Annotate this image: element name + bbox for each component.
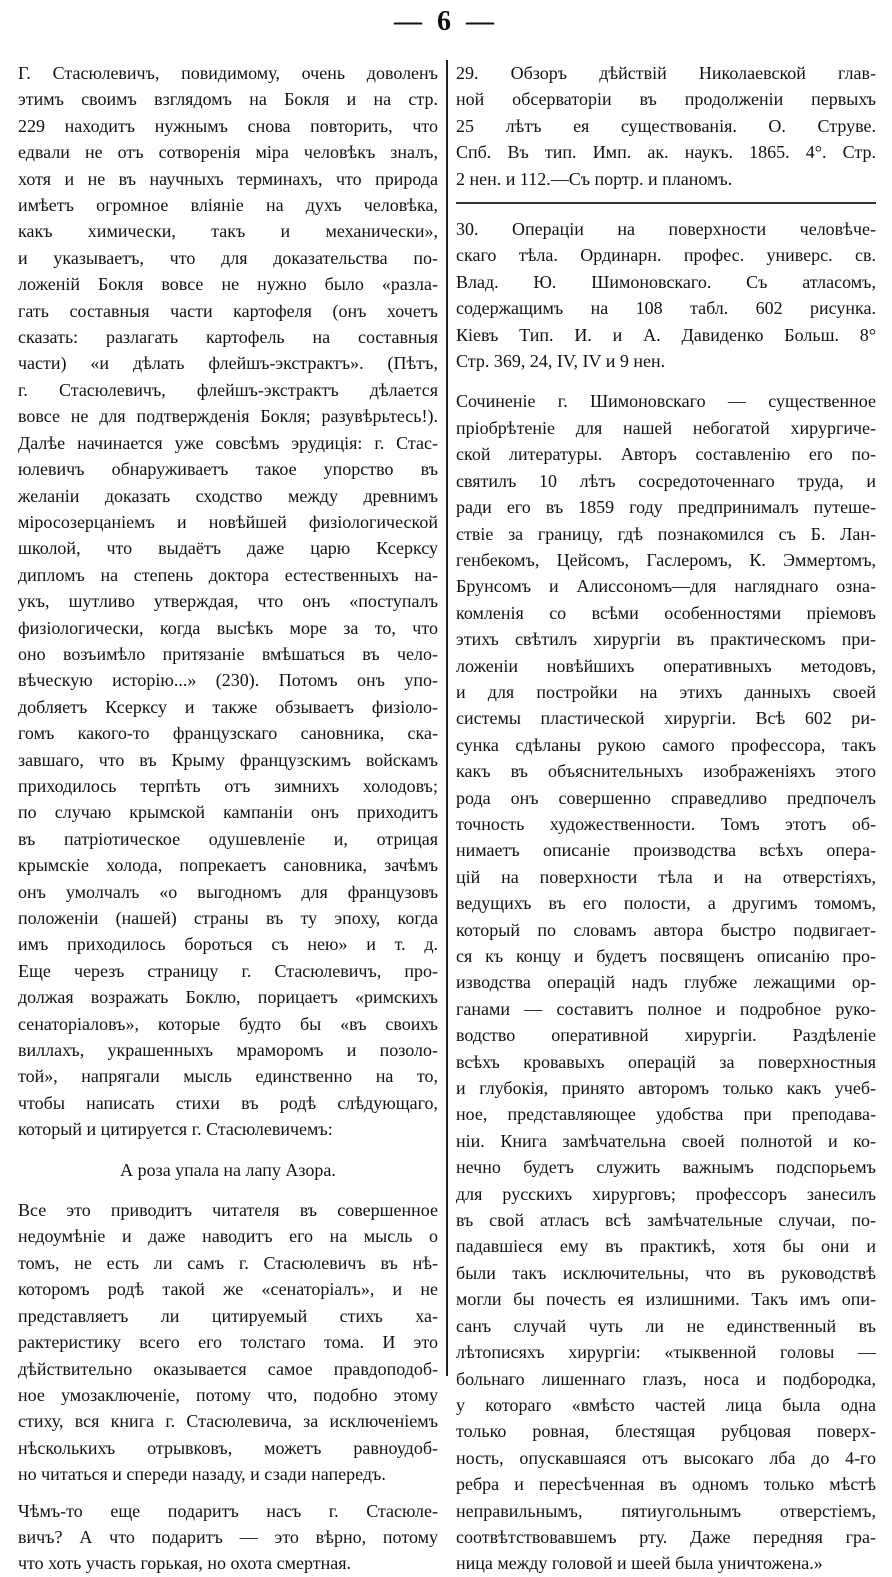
- text-line: Спб. Въ тип. Имп. ак. наукъ. 1865. 4°. Стр.: [456, 142, 876, 163]
- text-line: сенаторіаловъ», которые будто бы «въ своихъ: [18, 1013, 438, 1034]
- text-line: этимъ своимъ взглядомъ на Бокля и на стр.: [18, 89, 438, 110]
- text-line: Влад. Ю. Шимоновскаго. Съ атласомъ,: [456, 271, 876, 292]
- text-line: только ровная, блестящая рубцовая поверх-: [456, 1421, 876, 1442]
- text-line: гать составныя части картофеля (онъ хочетъ: [18, 300, 438, 321]
- text-line: содержащимъ на 108 табл. 602 рисунка.: [456, 298, 876, 319]
- text-line: добляетъ Ксерксу и также обзываетъ физіоло-: [18, 696, 438, 717]
- text-line: вѣческую исторію...» (230). Потомъ онъ упо-: [18, 670, 438, 691]
- text-line: имъ приходилось бороться съ нею» и т. д.: [18, 934, 438, 955]
- text-line: какъ химически, такъ и механически»,: [18, 221, 438, 242]
- text-line: укъ, шутливо утверждая, что онъ «поступалъ: [18, 591, 438, 612]
- text-line: комленія со всѣми особенностями пріемовъ: [456, 602, 876, 623]
- text-line: по случаю крымской кампаніи онъ приходитъ: [18, 802, 438, 823]
- text-line: въ патріотическое одушевленіе и, отрицая: [18, 828, 438, 849]
- text-line: стиху, вся книга г. Стасюлевича, за исключеніемъ: [18, 1411, 438, 1432]
- text-line: рактеристику всего его толстаго тома. И это: [18, 1332, 438, 1353]
- text-line: крымскіе холода, попрекаетъ сановника, зачѣмъ: [18, 855, 438, 876]
- text-line: 30. Операціи на поверхности человѣче-: [456, 219, 876, 240]
- paragraph-1: [18, 60, 438, 1143]
- text-line: и указываетъ, что для доказательства по-: [18, 247, 438, 268]
- text-line: хотя и не въ научныхъ терминахъ, что природа: [18, 168, 438, 189]
- text-line: который по словамъ автора быстро подвигает-: [456, 919, 876, 940]
- text-line: недоумѣніе и даже наводитъ его на мысль о: [18, 1226, 438, 1247]
- review-paragraph: [456, 388, 876, 1576]
- text-line: у котораго «вмѣсто частей лица была одна: [456, 1394, 876, 1415]
- bibliography-entry-29: [456, 60, 876, 192]
- text-line: дѣйствительно оказывается самое правдоподоб-: [18, 1358, 438, 1379]
- text-line: были такъ исключительны, что въ руководствѣ: [456, 1262, 876, 1283]
- text-line: изводства операцій надъ глубже лежащими ор-: [456, 972, 876, 993]
- text-line: ность, опускавшаяся отъ высокаго лба до 4-го: [456, 1447, 876, 1468]
- text-line: вовсе не для подтвержденія Бокля; разувѣрьтесь!).: [18, 406, 438, 427]
- text-line: Сочиненіе г. Шимоновскаго — существенное: [456, 391, 876, 412]
- text-line: Еще черезъ страницу г. Стасюлевичъ, про-: [18, 960, 438, 981]
- text-line: положеніи (нашей) страны въ ту эпоху, когда: [18, 908, 438, 928]
- text-line: школой, что выдаётъ даже царю Ксерксу: [18, 538, 438, 559]
- text-line: ное, представляющее удобства при преподава-: [456, 1104, 876, 1125]
- text-line: 2 нен. и 112.—Съ портр. и планомъ.: [456, 168, 733, 189]
- text-line: пріобрѣтеніе для нашей небогатой хирургиче-: [456, 417, 876, 438]
- column-divider: [446, 60, 448, 1376]
- text-line: Брунсомъ и Алиссономъ—для нагляднаго озна-: [456, 576, 876, 597]
- text-line: для русскихъ хирурговъ; профессоръ занесилъ: [456, 1183, 876, 1204]
- text-line: точность художественности. Томъ этотъ об-: [456, 813, 876, 834]
- left-column: [18, 60, 438, 1577]
- text-line: 25 лѣтъ ея существованія. О. Струве.: [456, 115, 876, 136]
- text-line: нѣсколькихъ отрывковъ, можетъ равноудоб-: [18, 1437, 438, 1458]
- text-line: 29. Обзоръ дѣйствій Николаевской глав-: [456, 63, 876, 83]
- entry-separator: [456, 202, 876, 204]
- text-line: который и цитируется г. Стасюлевичемъ:: [18, 1119, 333, 1140]
- text-line: Далѣе начинается уже совсѣмъ эрудиція: г. Стас-: [18, 432, 438, 453]
- text-line: больнаго лишеннаго глазъ, носа и подбородка,: [456, 1368, 876, 1389]
- bibliography-entry-30: [456, 216, 876, 374]
- text-line: которомъ родѣ такой же «сенаторіалъ», и не: [18, 1279, 438, 1300]
- text-line: приходилось терпѣть отъ зимнихъ холодовъ;: [18, 775, 438, 796]
- text-line: и для постройки на этихъ данныхъ cвоей: [456, 681, 876, 702]
- text-line: ствіе за границу, гдѣ познакомился съ Б. Лан-: [456, 523, 876, 544]
- text-line: ганами — составитъ полное и подробное руко-: [456, 998, 876, 1019]
- text-line: нимаетъ описаніе производства всѣхъ опера-: [456, 840, 876, 861]
- text-line: ложеніи новѣйшихъ оперативныхъ методовъ,: [456, 655, 876, 676]
- text-line: ніи. Книга замѣчательна своей полнотой и ко-: [456, 1130, 876, 1151]
- text-line: міросозерцаніемъ и новѣйшей физіологической: [18, 511, 438, 532]
- text-line: сказать: разлагать картофель на составныя: [18, 327, 438, 348]
- text-line: Кіевъ Тип. И. и А. Давиденко Больш. 8°: [456, 324, 876, 345]
- text-line: сунка сдѣланы рукою самого профессора, такъ: [456, 734, 876, 755]
- text-line: системы пластической хирургіи. Всѣ 602 ри-: [456, 708, 876, 729]
- text-line: падавшіеся ему въ практикѣ, хотя бы они и: [456, 1236, 876, 1257]
- text-line: гомъ какого-то французскаго сановника, ска-: [18, 723, 438, 744]
- text-line: лѣтописяхъ хирургіи: «тыквенной головы —: [456, 1342, 876, 1363]
- text-line: 229 находитъ нужнымъ снова повторить, что: [18, 115, 438, 136]
- text-line: Стр. 369, 24, IV, IV и 9 нен.: [456, 351, 666, 372]
- text-line: санъ случай чуть ли не единственный въ: [456, 1315, 876, 1336]
- text-line: части) «и дѣлать флейшъ-экстрактъ». (Пѣтъ,: [18, 353, 438, 374]
- paragraph-2: [18, 1197, 438, 1487]
- text-line: Все это приводитъ читателя въ совершенное: [18, 1200, 438, 1221]
- text-line: ради его въ 1859 году предпринималъ путеше-: [456, 497, 876, 518]
- text-line: всѣхъ кровавыхъ операцій за поверхностныя: [456, 1051, 876, 1072]
- text-line: ложеній Бокля вовсе не нужно было «разла-: [18, 274, 438, 295]
- text-line: оно возъимѣло притязаніе вмѣшаться въ чело-: [18, 643, 438, 664]
- text-line: святилъ 10 лѣтъ сосредоточеннаго труда, и: [456, 470, 876, 491]
- text-line: нечно будетъ служить важнымъ подспорьемъ: [456, 1157, 876, 1178]
- text-line: соотвѣтствовавшемъ рту. Даже передняя гра-: [456, 1526, 876, 1547]
- text-line: томъ, не есть ли самъ г. Стасюлевичъ въ нѣ-: [18, 1252, 438, 1273]
- text-line: завшаго, что въ Крыму французскимъ войскамъ: [18, 749, 438, 770]
- text-line: водство оперативной хирургіи. Раздѣленіе: [456, 1025, 876, 1046]
- text-line: но читаться и спереди назаду, и сзади напередъ.: [18, 1464, 386, 1485]
- verse-quote: А роза упала на лапу Азора.: [120, 1159, 336, 1180]
- text-line: рода онъ совершенно справедливо предпочелъ: [456, 787, 876, 808]
- text-line: физіологически, когда высѣкъ море за то, что: [18, 617, 438, 638]
- text-line: могли бы почесть ея излишними. Такъ имъ опи-: [456, 1289, 876, 1310]
- text-line: генбекомъ, Цейсомъ, Гаслеромъ, К. Эммертомъ,: [456, 549, 876, 570]
- text-line: едвали не отъ сотворенія міра человѣкъ зналъ,: [18, 142, 438, 163]
- paragraph-3: [18, 1498, 438, 1577]
- text-line: имѣетъ огромное вліяніе на духъ человѣка,: [18, 195, 438, 216]
- text-line: дипломъ на степень доктора естественныхъ на-: [18, 564, 438, 585]
- text-line: ное умозаключеніе, потому что, подобно этому: [18, 1384, 438, 1405]
- text-line: г. Стасюлевичъ, флейшъ-экстрактъ дѣлается: [18, 379, 438, 400]
- text-line: ница между головой и шеей была уничтожена.»: [456, 1553, 823, 1574]
- text-line: что хоть участь горькая, но охота смертная.: [18, 1553, 352, 1574]
- text-line: чтобы написать стихи въ родѣ слѣдующаго,: [18, 1092, 438, 1113]
- text-line: ной обсерваторіи въ продолженіи первыхъ: [456, 89, 876, 110]
- text-line: скаго тѣла. Ординарн. профес. универс. св.: [456, 245, 876, 266]
- text-line: ведущихъ въ его полости, а другимъ томомъ,: [456, 893, 876, 914]
- page-number: — 6 —: [394, 6, 498, 37]
- text-line: цій на поверхности тѣла и на отверстіяхъ,: [456, 866, 876, 887]
- text-line: ся къ концу и будетъ посвященъ описанію про-: [456, 946, 876, 966]
- text-line: этихъ свѣтилъ хирургіи въ практическомъ при-: [456, 629, 876, 650]
- text-line: виллахъ, украшенныхъ мраморомъ и позоло-: [18, 1040, 438, 1061]
- text-line: ской литературы. Авторъ составленію его по-: [456, 444, 876, 465]
- text-line: той», напрягали мысль единственно на то,: [18, 1066, 438, 1087]
- text-line: неправильнымъ, пятиугольнымъ отверстіемъ,: [456, 1500, 876, 1521]
- text-line: и глубокія, принято авторомъ только какъ учеб-: [456, 1078, 876, 1099]
- text-line: онъ умолчалъ «о выгодномъ для французовъ: [18, 881, 438, 902]
- text-line: въ свой атласъ всѣ замѣчательные случаи, по-: [456, 1210, 876, 1231]
- text-line: какъ въ объяснительныхъ изображеніяхъ этого: [456, 761, 876, 782]
- text-line: юлевичъ обнаруживаетъ такое упорство въ: [18, 459, 438, 480]
- text-line: представляетъ ли цитируемый стихъ ха-: [18, 1305, 438, 1326]
- text-line: вичъ? А что подаритъ — это вѣрно, потому: [18, 1526, 438, 1547]
- text-line: Чѣмъ-то еще подаритъ насъ г. Стасюле-: [18, 1500, 438, 1521]
- text-line: ребра и пересѣченная въ одномъ только мѣстѣ: [456, 1474, 876, 1495]
- right-column: [456, 60, 876, 1577]
- text-line: Г. Стасюлевичъ, повидимому, очень доволенъ: [18, 63, 438, 83]
- text-line: желаніи доказать сходство между древнимъ: [18, 485, 438, 506]
- text-line: должая возражать Боклю, порицаетъ «римскихъ: [18, 987, 438, 1008]
